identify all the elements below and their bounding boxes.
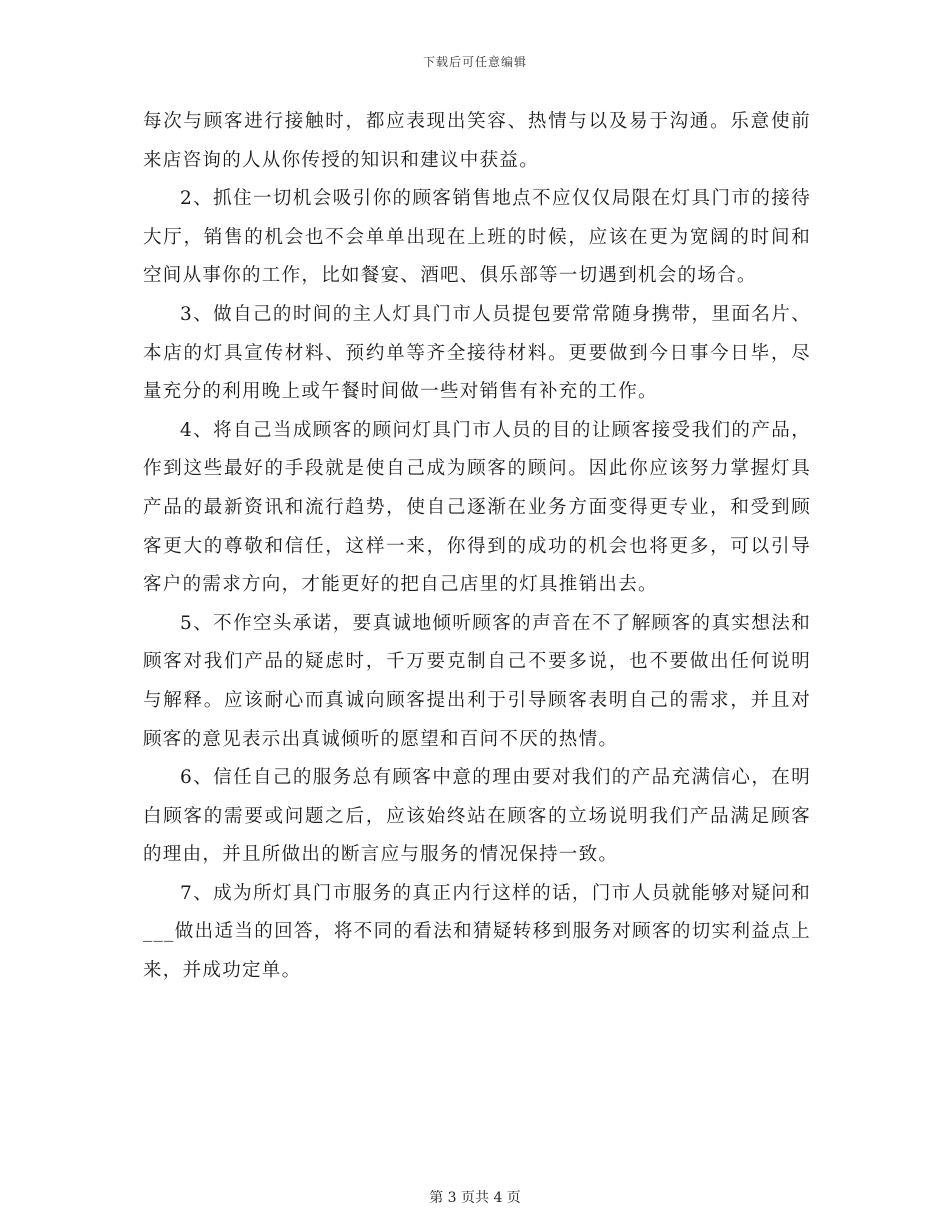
document-body: [143, 103, 811, 991]
paragraph-item-2: 2、抓住一切机会吸引你的顾客销售地点不应仅仅局限在灯具门市的接待大厅，销售的机会也不会单单出现在上班的时候，应该在更为宽阔的时间和空间从事你的工作，比如餐宴、酒吧、俱乐部等一切遇到机会的场合。: [143, 188, 811, 287]
paragraph-continuation: 每次与顾客进行接触时，都应表现出笑容、热情与以及易于沟通。乐意使前来店咨询的人从你传授的知识和建议中获益。: [143, 111, 811, 171]
paragraph-item-4: 4、将自己当成顾客的顾问灯具门市人员的目的让顾客接受我们的产品，作到这些最好的手段就是使自己成为顾客的顾问。因此你应该努力掌握灯具产品的最新资讯和流行趋势，使自己逐渐在业务方面变得更专业，和受到顾客更大的尊敬和信任，这样一来，你得到的成功的机会也将更多，可以引导客户的需求方向，才能更好的把自己店里的灯具推销出去。: [143, 419, 811, 596]
paragraph-item-3: 3、做自己的时间的主人灯具门市人员提包要常常随身携带，里面名片、本店的灯具宣传材料、预约单等齐全接待材料。更要做到今日事今日毕，尽量充分的利用晚上或午餐时间做一些对销售有补充的工作。: [143, 303, 811, 403]
page-footer: 第 3 页共 4 页: [429, 1190, 521, 1206]
paragraph-item-6: 6、信任自己的服务总有顾客中意的理由要对我们的产品充满信心，在明白顾客的需要或问题之后，应该始终站在顾客的立场说明我们产品满足顾客的理由，并且所做出的断言应与服务的情况保持一致。: [143, 767, 811, 866]
paragraph-item-7: 7、成为所灯具门市服务的真正内行这样的话，门市人员就能够对疑问和___做出适当的回答，将不同的看法和猜疑转移到服务对顾客的切实利益点上来，并成功定单。: [143, 882, 811, 982]
paragraph-item-5: 5、不作空头承诺，要真诚地倾听顾客的声音在不了解顾客的真实想法和顾客对我们产品的疑虑时，千万要克制自己不要多说，也不要做出任何说明与解释。应该耐心而真诚向顾客提出利于引导顾客表明自己的需求，并且对顾客的意见表示出真诚倾听的愿望和百问不厌的热情。: [143, 612, 811, 750]
page-header: 下载后可任意编辑: [422, 55, 527, 69]
